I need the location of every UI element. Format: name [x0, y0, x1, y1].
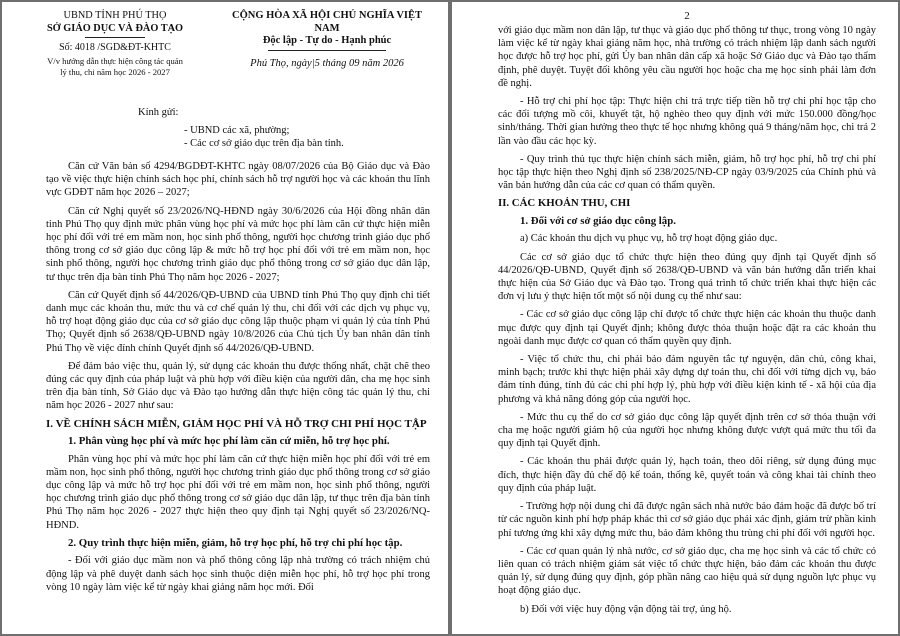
body-paragraph: - Hỗ trợ chi phí học tập: Thực hiện chi trả trực tiếp tiền hỗ trợ chi phí học tập cho các đối tượng mồ côi, khuyết tật, hộ nghèo theo quy định với mức 150.000 đồng/học sinh/tháng. Thời gian hưởng theo thực tế học nhưng không quá 9 tháng/năm học, chi trả 2 lần vào đầu các học kỳ. — [498, 96, 876, 147]
body-paragraph: Căn cứ Quyết định số 44/2026/QĐ-UBND của UBND tỉnh Phú Thọ quy định chi tiết danh mục các khoản thu, mức thu và cơ chế quản lý thu, chi đối với các dịch vụ phục vụ, hỗ trợ hoạt động giáo dục của cơ sở giáo dục công lập thuộc phạm vi quản lý của tỉnh Phú Thọ; Quyết định số 2638/QĐ-UBND ngày 10/8/2026 của Chủ tịch Ủy ban nhân dân tỉnh Phú Thọ về việc đính chính Quyết định số 44/2026/QĐ-UBND. — [46, 289, 430, 354]
body-paragraph: - Các khoản thu phải được quản lý, hạch toán, theo dõi riêng, sử dụng đúng mục đích, thực hiện đầy đủ chế độ kế toán, thống kê, quyết toán và công khai tài chính theo quy định của pháp luật. — [498, 456, 876, 494]
issuing-agency-block — [46, 10, 184, 78]
body-paragraph: với giáo dục mầm non dân lập, tư thục và giáo dục phổ thông tư thục, trong vòng 10 ngày làm việc kể từ ngày khai giảng năm học, nhà trường có trách nhiệm lập danh sách người học được hỗ trợ học phí, gửi Ủy ban nhân dân cấp xã hoặc Sở Giáo dục và Đào tạo thẩm định, phê duyệt. Tuyệt đối không yêu cầu người học hoặc cha mẹ học sinh phải làm đơn đề nghị. — [498, 25, 876, 89]
section-heading: II. CÁC KHOẢN THU, CHI — [498, 197, 631, 210]
agency-bottom-name: SỞ GIÁO DỤC VÀ ĐÀO TẠO — [46, 22, 184, 34]
national-title-block — [224, 10, 430, 78]
recipients-label: Kính gửi: — [138, 107, 179, 118]
subsection-heading: 1. Đối với cơ sở giáo dục công lập. — [520, 214, 676, 227]
body-paragraph: Để đảm bảo việc thu, quản lý, sử dụng các khoản thu được thống nhất, chặt chẽ theo đúng các quy định của pháp luật và phù hợp với điều kiện của người dân, cha mẹ học sinh trên địa bàn tỉnh, Sở Giáo dục và Đào tạo hướng dẫn thực hiện công tác quản lý thu, chi năm học 2026 - 2027 như sau: — [46, 360, 430, 412]
document-page-2 — [452, 2, 898, 634]
page-number: 2 — [684, 10, 690, 22]
body-paragraph: Phân vùng học phí và mức học phí làm căn cứ thực hiện miễn học phí đối với trẻ em mầm non, học sinh phổ thông, người học chương trình giáo dục phổ thông trong cơ sở giáo dục công lập và mức hỗ trợ học phí đối với trẻ em mầm non, học sinh phổ thông, người học chương trình giáo dục phổ thông trong cơ sở giáo dục dân lập, tư thục trên địa bàn tỉnh Phú Thọ năm học 2026 - 2027 thực hiện theo quy định tại Nghị quyết số 23/2026/NQ-HĐND. — [46, 453, 430, 531]
document-number: Số: 4018 /SGD&ĐT-KHTC — [59, 42, 171, 53]
body-paragraph: - Quy trình thủ tục thực hiện chính sách miễn, giảm, hỗ trợ học phí, hỗ trợ chi phí học tập thực hiện theo Nghị định số 238/2025/NĐ-CP ngày 03/9/2025 của Chính phủ và văn bản hướng dẫn của các cơ quan có thẩm quyền. — [498, 153, 876, 192]
item-heading: b) Đối với việc huy động vận động tài trợ, ủng hộ. — [520, 603, 732, 615]
body-paragraph: Căn cứ Văn bản số 4294/BGDĐT-KHTC ngày 08/07/2026 của Bộ Giáo dục và Đào tạo về việc thực hiện chính sách học phí, chính sách hỗ trợ người học và các khoản thu lĩnh vực GDĐT năm học 2026 – 2027; — [46, 161, 430, 199]
body-paragraph: Các cơ sở giáo dục tổ chức thực hiện theo đúng quy định tại Quyết định số 44/2026/QĐ-UBND, Quyết định số 2638/QĐ-UBND và văn bản hướng dẫn triển khai thực hiện của Sở Giáo dục và Đào tạo. Trong quá trình tổ chức triển khai thực hiện các đơn vị lưu ý thực hiện tốt một số nội dung cụ thể như sau: — [498, 251, 876, 303]
section-heading: I. VỀ CHÍNH SÁCH MIỄN, GIẢM HỌC PHÍ VÀ HỖ TRỢ CHI PHÍ HỌC TẬP — [46, 417, 427, 430]
subsection-heading: 1. Phân vùng học phí và mức học phí làm căn cứ miễn, hỗ trợ học phí. — [68, 435, 390, 448]
motto-underline — [268, 50, 386, 51]
body-paragraph: - Trường hợp nội dung chi đã được ngân sách nhà nước bảo đảm hoặc đã được bố trí từ các nguồn kinh phí hợp pháp khác thì cơ sở giáo dục phải xác định, giảm trừ phần kinh phí tương ứng khi xây dựng mức thu, bảo đảm không thu trùng chi phí đối với người học. — [498, 501, 876, 539]
body-paragraph: - Đối với giáo dục mầm non và phổ thông công lập nhà trường có trách nhiệm chủ động lập và phê duyệt danh sách học sinh thuộc diện miễn học phí, hỗ trợ học phí trong vòng 10 ngày làm việc kể từ ngày khai giảng năm học mới. Đối — [46, 555, 430, 593]
recipients-block — [46, 106, 430, 150]
document-header — [46, 10, 430, 78]
body-paragraph: - Các cơ quan quản lý nhà nước, cơ sở giáo dục, cha mẹ học sinh và các tổ chức có liên quan có trách nhiệm giám sát việc tổ chức thực hiện, bảo đảm các khoản thu được quản lý, sử dụng đúng quy định, góp phần nâng cao hiệu quả sử dụng nguồn lực phục vụ hoạt động giáo dục. — [498, 545, 876, 597]
body-paragraph: - Mức thu cụ thể do cơ sở giáo dục công lập quyết định trên cơ sở thỏa thuận với cha mẹ hoặc người giám hộ của người học nhưng không được vượt quá mức thu tối đa quy định tại Quyết định. — [498, 411, 876, 450]
body-paragraph: Căn cứ Nghị quyết số 23/2026/NQ-HĐND ngày 30/6/2026 của Hội đồng nhân dân tỉnh Phú Thọ quy định mức phân vùng học phí và mức học phí làm căn cứ thực hiện miễn học phí đối với trẻ em mầm non, học sinh phổ thông, người học chương trình giáo dục phổ thông trong cơ sở giáo dục công lập & mức hỗ trợ học phí đối với trẻ em mầm non, học sinh phổ thông, người học chương trình giáo dục phổ thông trong cơ sở giáo dục dân lập, tư thục trên địa bàn tỉnh Phú Thọ năm học 2026 - 2027; — [46, 205, 430, 283]
subsection-heading: 2. Quy trình thực hiện miễn, giảm, hỗ trợ học phí, hỗ trợ chi phí học tập. — [68, 536, 403, 549]
body-paragraph: - Việc tổ chức thu, chi phải bảo đảm nguyên tắc tự nguyện, dân chủ, công khai, minh bạch; trước khi thực hiện phải xây dựng dự toán thu, chi đối với từng dịch vụ, bảo đảm tính đúng, tính đủ các chi phí hợp lý, phù hợp với điều kiện kinh tế - xã hội của địa phương và khả năng đóng góp của người học. — [498, 354, 876, 405]
national-motto: Độc lập - Tự do - Hạnh phúc — [262, 35, 392, 46]
recipient-item: - Các cơ sở giáo dục trên địa bàn tỉnh. — [184, 138, 344, 149]
republic-name: CỘNG HÒA XÃ HỘI CHỦ NGHĨA VIỆT NAM — [232, 10, 422, 34]
document-page-1 — [2, 2, 448, 634]
agency-top-name: UBND TỈNH PHÚ THỌ — [63, 10, 167, 21]
item-heading: a) Các khoản thu dịch vụ phục vụ, hỗ trợ hoạt động giáo dục. — [520, 233, 778, 245]
agency-underline — [85, 37, 145, 38]
recipient-item: - UBND các xã, phường; — [184, 125, 290, 136]
body-paragraph: - Các cơ sở giáo dục công lập chỉ được tổ chức thực hiện các khoản thu thuộc danh mục được quy định tại Quyết định; không được thỏa thuận hoặc đặt ra các khoản thu ngoài danh mục được cơ quan có thẩm quyền quy định. — [498, 309, 876, 347]
document-subject: V/v hướng dẫn thực hiện công tác quản lý thu, chi năm học 2026 - 2027 — [47, 56, 183, 77]
document-dateline: Phú Thọ, ngày|5 tháng 09 năm 2026 — [250, 57, 404, 69]
